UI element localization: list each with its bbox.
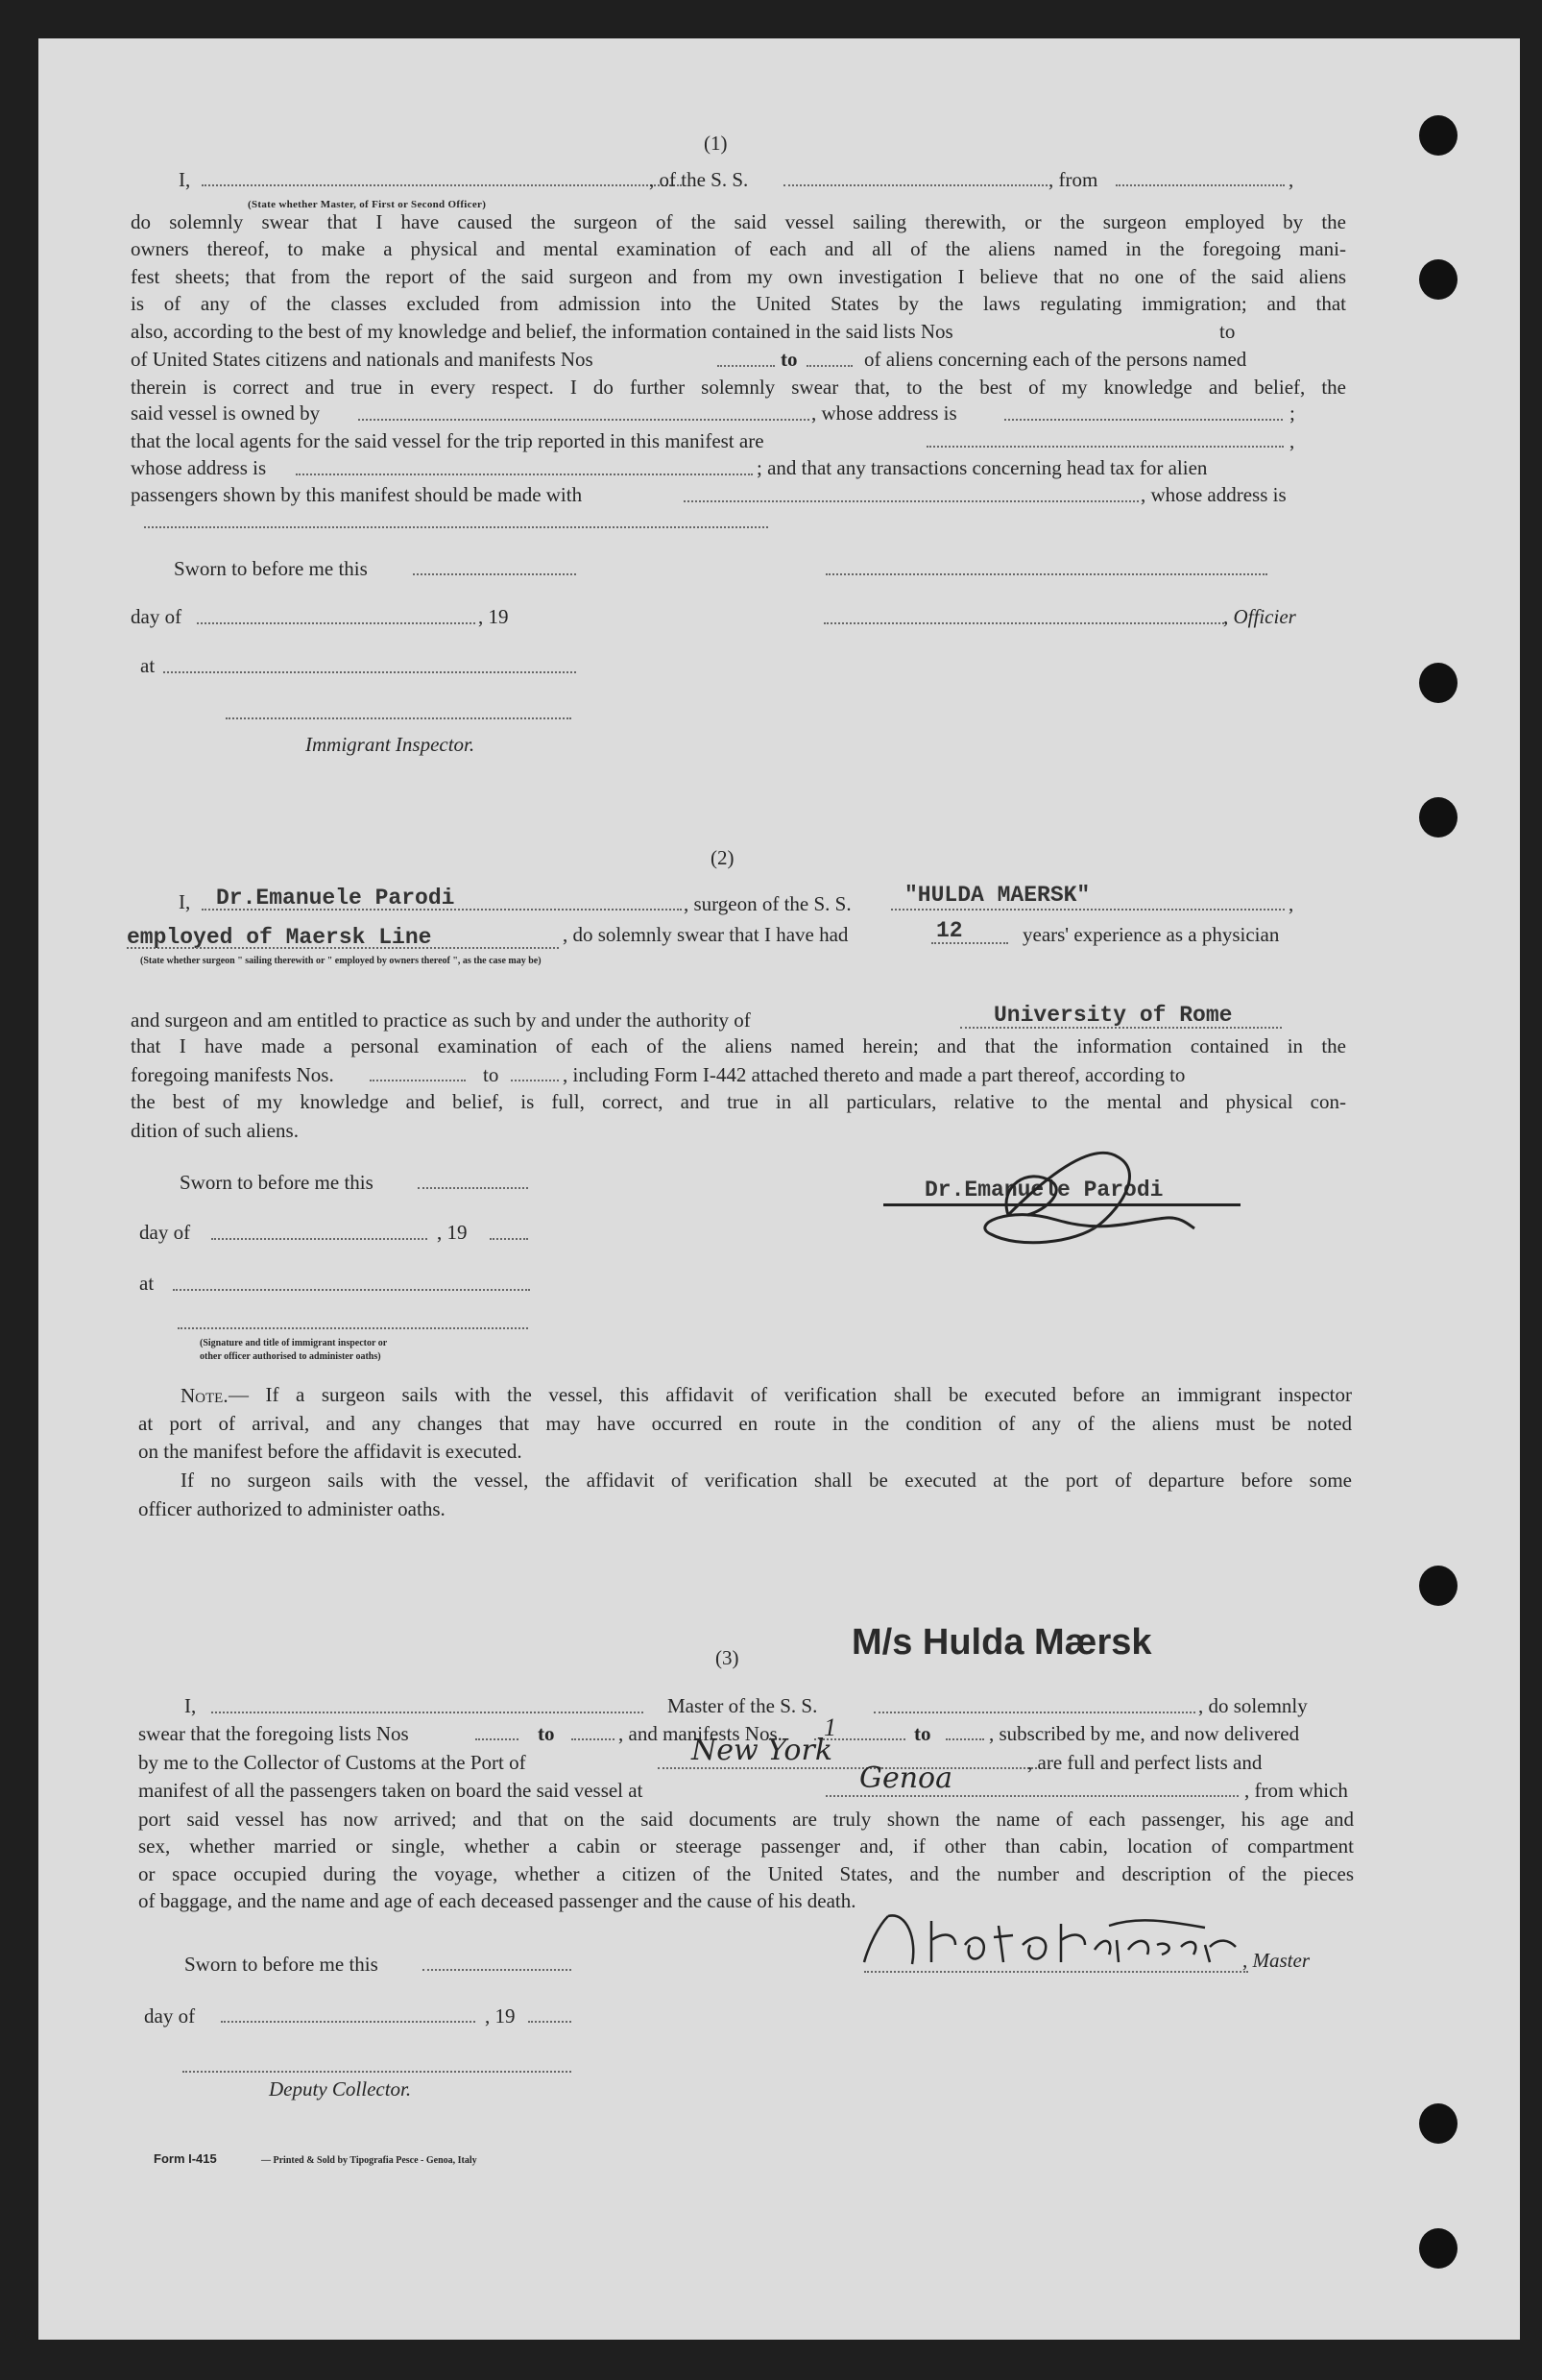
- solemnly-label-3: , do solemnly: [1198, 1694, 1308, 1717]
- section2-line: foregoing manifests Nos.: [131, 1063, 334, 1086]
- binder-hole: [1419, 2228, 1458, 2269]
- surgeon-signature-typed: Dr.Emanuele Parodi: [925, 1178, 1164, 1202]
- binder-hole: [1419, 115, 1458, 156]
- experience-label: years' experience as a physician: [1023, 923, 1280, 946]
- note-line: If no surgeon sails with the vessel, the affidavit of verification shall be executed at the port of departure before some: [181, 1469, 1352, 1492]
- head-tax-address-field[interactable]: [144, 526, 768, 528]
- at-label: at: [140, 654, 156, 677]
- manifest-number: 1: [824, 1713, 836, 1741]
- year-label-3: , 19: [485, 2004, 516, 2028]
- section1-line: that the local agents for the said vessel for the trip reported in this manifest are: [131, 429, 764, 452]
- ship-name-field[interactable]: [783, 184, 1048, 186]
- owner-field[interactable]: [358, 419, 809, 421]
- deputy-label: Deputy Collector.: [269, 2077, 412, 2101]
- sworn-label-3: Sworn to before me this: [184, 1953, 378, 1976]
- year-label-2: , 19: [437, 1221, 468, 1244]
- binder-hole: [1419, 663, 1458, 703]
- day-of-label: day of: [131, 605, 182, 628]
- manifest-from-field[interactable]: [717, 365, 775, 367]
- ship-name-line: [891, 909, 1285, 911]
- subscribed-label: , subscribed by me, and now delivered: [989, 1722, 1300, 1745]
- manifest-all-label: manifest of all the passengers taken on board the said vessel at: [138, 1779, 643, 1802]
- note-line: — If a surgeon sails with the vessel, this affidavit of verification shall be executed before an immigrant inspector: [229, 1383, 1352, 1406]
- surgeon-of-label: , surgeon of the S. S.: [684, 892, 852, 915]
- section3-line: or space occupied during the voyage, whether a citizen of the United States, and the number and description of the pieces: [138, 1862, 1354, 1885]
- section1-line: is of any of the classes excluded from admission into the United States by the laws regulating immigration; and that: [131, 292, 1346, 315]
- line-end: ,: [1289, 429, 1295, 452]
- transactions-label: ; and that any transactions concerning head tax for alien: [757, 456, 1208, 479]
- line-end: ,: [1289, 892, 1294, 915]
- ship-name: "HULDA MAERSK": [904, 883, 1091, 908]
- note-label: Note.: [181, 1384, 229, 1407]
- master-sig-line[interactable]: [864, 1971, 1248, 1973]
- inspector-sig-line-2[interactable]: [178, 1327, 528, 1329]
- officer-note: (State whether Master, of First or Second Officer): [248, 199, 487, 210]
- authority-label: and surgeon and am entitled to practice as such by and under the authority of: [131, 1008, 751, 1032]
- officer-line-top: [826, 573, 1267, 575]
- employed-text: employed of Maersk Line: [127, 925, 432, 950]
- manifest-nos-from[interactable]: [370, 1080, 466, 1081]
- sworn-label-2: Sworn to before me this: [180, 1171, 373, 1194]
- section1-line: passengers shown by this manifest should be made with: [131, 483, 583, 506]
- to-label: to: [483, 1063, 499, 1086]
- whose-address-label: , whose address is: [811, 401, 957, 425]
- oath-i: I,: [179, 168, 191, 191]
- manifests-label: , and manifests Nos.: [618, 1722, 783, 1745]
- master-name-field-3[interactable]: [211, 1712, 643, 1713]
- section1-line: owners thereof, to make a physical and mental examination of each and all of the aliens named in the foregoing mani-: [131, 237, 1346, 260]
- years-value: 12: [936, 918, 963, 943]
- sworn-date-field-3[interactable]: [422, 1969, 571, 1971]
- master-of-label: Master of the S. S.: [667, 1694, 818, 1717]
- section1-line: do solemnly swear that I have caused the surgeon of the said vessel sailing therewith, or the surgeon employed by the: [131, 210, 1346, 233]
- agents-field[interactable]: [927, 446, 1284, 448]
- day-field-3[interactable]: [221, 2021, 475, 2023]
- ship-stamp: M/s Hulda Mærsk: [852, 1622, 1152, 1663]
- section1-line: whose address is: [131, 456, 267, 479]
- form-i442-label: , including Form I-442 attached thereto and made a part thereof, according to: [563, 1063, 1186, 1086]
- sworn-date-field[interactable]: [413, 573, 576, 575]
- master-name-field[interactable]: [202, 184, 682, 186]
- surgeon-name-line: [202, 909, 682, 911]
- surgeon-name: Dr.Emanuele Parodi: [216, 886, 455, 911]
- section1-line: also, according to the best of my knowledge and belief, the information contained in the said lists Nos: [131, 320, 953, 343]
- ship-field-3[interactable]: [874, 1712, 1195, 1713]
- binder-hole: [1419, 1566, 1458, 1606]
- from-which-label: , from which: [1244, 1779, 1348, 1802]
- by-me-label: by me to the Collector of Customs at the Port of: [138, 1751, 526, 1774]
- day-field-2[interactable]: [211, 1238, 427, 1240]
- officier-label: , Officier: [1223, 605, 1296, 628]
- day-of-label-2: day of: [139, 1221, 191, 1244]
- solemnly-label: , do solemnly swear that I have had: [563, 923, 849, 946]
- university-line: [960, 1027, 1282, 1029]
- port-field[interactable]: [658, 1767, 1037, 1769]
- agents-address-field[interactable]: [296, 474, 753, 475]
- binder-hole: [1419, 259, 1458, 300]
- note-line: at port of arrival, and any changes that may have occurred en route in the condition of any of the aliens must be noted: [138, 1412, 1352, 1435]
- section2-line: dition of such aliens.: [131, 1119, 299, 1142]
- note-line: on the manifest before the affidavit is executed.: [138, 1440, 522, 1463]
- to-label: to: [781, 348, 798, 371]
- manifest-to-field-3[interactable]: [946, 1738, 984, 1740]
- port-of-departure: Genoa: [859, 1761, 952, 1795]
- note-line: officer authorized to administer oaths.: [138, 1497, 446, 1520]
- surgeon-note: (State whether surgeon " sailing therewith or " employed by owners thereof ", as the case may be): [140, 956, 542, 966]
- line-end: ,: [1289, 168, 1294, 191]
- year-label: , 19: [478, 605, 509, 628]
- form-number: Form I-415: [154, 2151, 217, 2166]
- master-label: , Master: [1242, 1949, 1310, 1972]
- inspector-signature-field[interactable]: [226, 717, 571, 719]
- surgeon-signature: [883, 1129, 1229, 1263]
- section3-line: port said vessel has now arrived; and that on the said documents are truly shown the name of each passenger, his age and: [138, 1808, 1354, 1831]
- head-tax-field[interactable]: [684, 500, 1139, 502]
- binder-hole: [1419, 2103, 1458, 2144]
- sig-note-1: (Signature and title of immigrant inspector or: [200, 1338, 388, 1348]
- university-value: University of Rome: [994, 1003, 1233, 1028]
- section1-line: of United States citizens and nationals and manifests Nos: [131, 348, 593, 371]
- deputy-sig-line[interactable]: [182, 2071, 571, 2073]
- section-number-1: (1): [704, 132, 728, 155]
- swear-lists-label: swear that the foregoing lists Nos: [138, 1722, 409, 1745]
- years-line: [931, 942, 1008, 944]
- at-field-2[interactable]: [173, 1289, 530, 1291]
- printer-line: — Printed & Sold by Tipografia Pesce - Genoa, Italy: [261, 2155, 477, 2166]
- sig-note-2: other officer authorised to administer oaths): [200, 1351, 381, 1362]
- departure-field[interactable]: [826, 1795, 1239, 1797]
- day-of-label-3: day of: [144, 2004, 196, 2028]
- full-lists-label: , are full and perfect lists and: [1027, 1751, 1263, 1774]
- at-label-2: at: [139, 1272, 155, 1295]
- section1-line: said vessel is owned by: [131, 401, 321, 425]
- whose-address-label-2: , whose address is: [1141, 483, 1287, 506]
- section1-line: therein is correct and true in every respect. I do further solemnly swear that, to the best of my knowledge and belief, the: [131, 376, 1346, 399]
- lists-to-field[interactable]: [571, 1738, 614, 1740]
- section1-line: fest sheets; that from the report of the said surgeon and from my own investigation I believe that no one of the said aliens: [131, 265, 1346, 288]
- sworn-date-field-2[interactable]: [418, 1187, 528, 1189]
- to-label: to: [538, 1722, 555, 1745]
- to-label: to: [914, 1722, 931, 1745]
- line-end: ;: [1289, 401, 1295, 425]
- at-field[interactable]: [163, 671, 576, 673]
- officer-signature-field[interactable]: [824, 622, 1227, 624]
- master-signature: [821, 1887, 1291, 1983]
- section3-line: sex, whether married or single, whether a cabin or steerage passenger and, if other than cabin, location of compartment: [138, 1834, 1354, 1858]
- of-the-ss-label: , of the S. S.: [649, 168, 749, 191]
- manifest-to-field[interactable]: [807, 365, 853, 367]
- binder-hole: [1419, 797, 1458, 838]
- oath-i-3: I,: [184, 1694, 197, 1717]
- to-label: to: [1219, 320, 1236, 343]
- section-number-3: (3): [715, 1646, 739, 1669]
- port-of-arrival: New York: [691, 1734, 832, 1767]
- from-port-field[interactable]: [1116, 184, 1285, 186]
- lists-from-field[interactable]: [475, 1738, 518, 1740]
- manifest-page: [38, 38, 1520, 2340]
- oath-i-2: I,: [179, 890, 191, 913]
- section2-line: the best of my knowledge and belief, is full, correct, and true in all particulars, relative to the mental and physical con-: [131, 1090, 1346, 1113]
- section2-line: that I have made a personal examination of each of the aliens named herein; and that the information contained in the: [131, 1034, 1346, 1057]
- year-field-2[interactable]: [490, 1238, 528, 1240]
- inspector-label: Immigrant Inspector.: [305, 733, 475, 756]
- sworn-label: Sworn to before me this: [174, 557, 368, 580]
- from-label: , from: [1048, 168, 1098, 191]
- manifest-nos-to[interactable]: [511, 1080, 559, 1081]
- day-field[interactable]: [197, 622, 475, 624]
- section-number-2: (2): [711, 846, 735, 869]
- section3-line: of baggage, and the name and age of each deceased passenger and the cause of his death.: [138, 1889, 856, 1912]
- aliens-concerning: of aliens concerning each of the persons named: [864, 348, 1247, 371]
- year-field-3[interactable]: [528, 2021, 571, 2023]
- owner-address-field[interactable]: [1004, 419, 1283, 421]
